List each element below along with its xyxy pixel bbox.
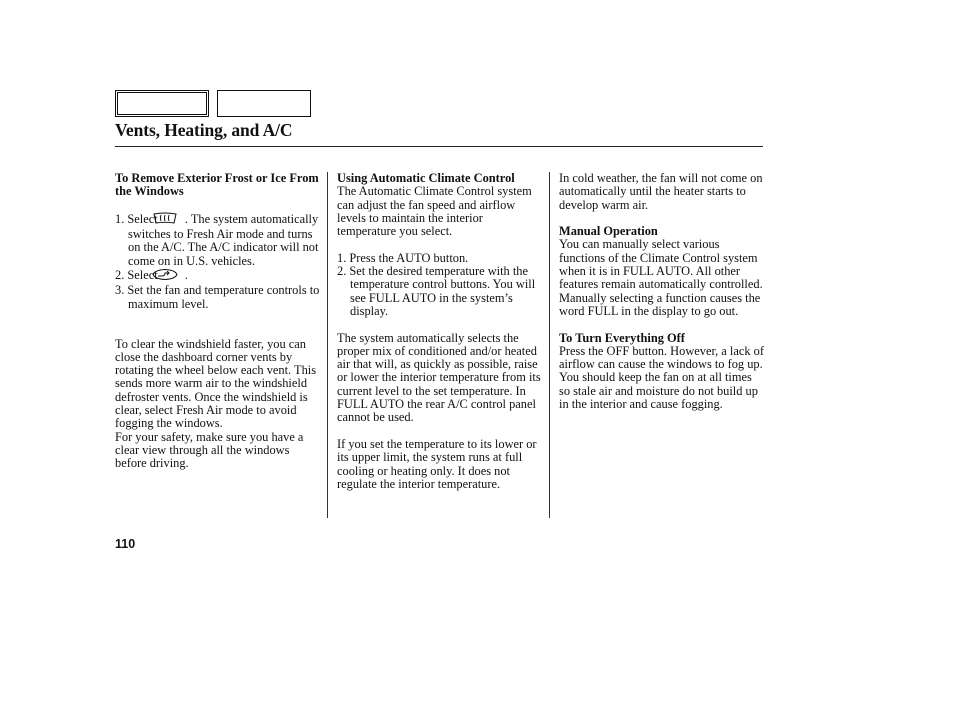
auto-paragraph-1: The system automatically selects the proper mix of conditioned and/or heated air that will, as quickly as possible, raise or lower the interior temperature from its current level to the set temperature. In FULL AUTO the rear A/C control panel cannot be used. [337,330,541,425]
column-divider-1 [327,172,328,518]
section-tab-1 [115,90,209,117]
column-manual-off [559,172,764,411]
off-paragraph: Press the OFF button. However, a lack of airflow can cause the windows to fog up. You should keep the fan on at all times so stale air and moisture do not build up in the interior and cause fogging. [559,343,764,412]
frost-step-2-prefix: 2. Select [115,268,158,283]
auto-step-1: 1. Press the AUTO button. [337,250,469,265]
frost-step-3: 3. Set the fan and temperature controls to maximum level. [115,283,320,311]
manual-paragraph-2: Manually selecting a function causes the word FULL in the display to go out. [559,290,761,318]
off-heading: To Turn Everything Off [559,330,685,345]
frost-heading: To Remove Exterior Frost or Ice From the Windows [115,171,319,199]
frost-step-2 [115,268,323,284]
column-frost-removal [115,172,323,471]
page-number: 110 [115,537,136,551]
frost-step-1-suffix: . The system automatically switches to Fresh Air mode and turns on the A/C. The A/C indicator will not come on in U.S. vehicles. [128,211,319,268]
frost-paragraph-2: For your safety, make sure you have a clear view through all the windows before driving. [115,429,304,471]
page-title: Vents, Heating, and A/C [115,120,293,140]
fresh-air-icon [163,268,180,284]
frost-step-1-prefix: 1. Select [115,211,158,226]
auto-step-2: 2. Set the desired temperature with the temperature control buttons. You will see FULL AUTO in the system’s display. [337,264,536,318]
title-rule [115,146,763,147]
rear-defrost-icon [163,212,180,228]
frost-paragraph-1: To clear the windshield faster, you can close the dashboard corner vents by rotating the wheel below each vent. This sends more warm air to the windshield defroster vents. Once the windshield is clear, select Fresh Air mode to avoid fogging the windows. [115,336,317,431]
frost-step-1 [115,212,323,268]
auto-heading: Using Automatic Climate Control [337,171,515,185]
auto-intro: The Automatic Climate Control system can adjust the fan speed and airflow levels to maintain the interior temperature you select. [337,184,532,239]
manual-heading: Manual Operation [559,224,658,239]
section-tab-2 [217,90,311,117]
column-divider-2 [549,172,550,518]
column-auto-climate [337,172,543,491]
manual-paragraph-1: You can manually select various functions of the Climate Control system when it is in FULL AUTO. All other features remain automatically controlled. [559,237,763,292]
cold-weather-paragraph: In cold weather, the fan will not come on automatically until the heater starts to develop warm air. [559,171,763,212]
frost-step-2-suffix: . [184,268,188,283]
auto-paragraph-2: If you set the temperature to its lower or its upper limit, the system runs at full cooling or heating only. It does not regulate the interior temperature. [337,436,537,491]
